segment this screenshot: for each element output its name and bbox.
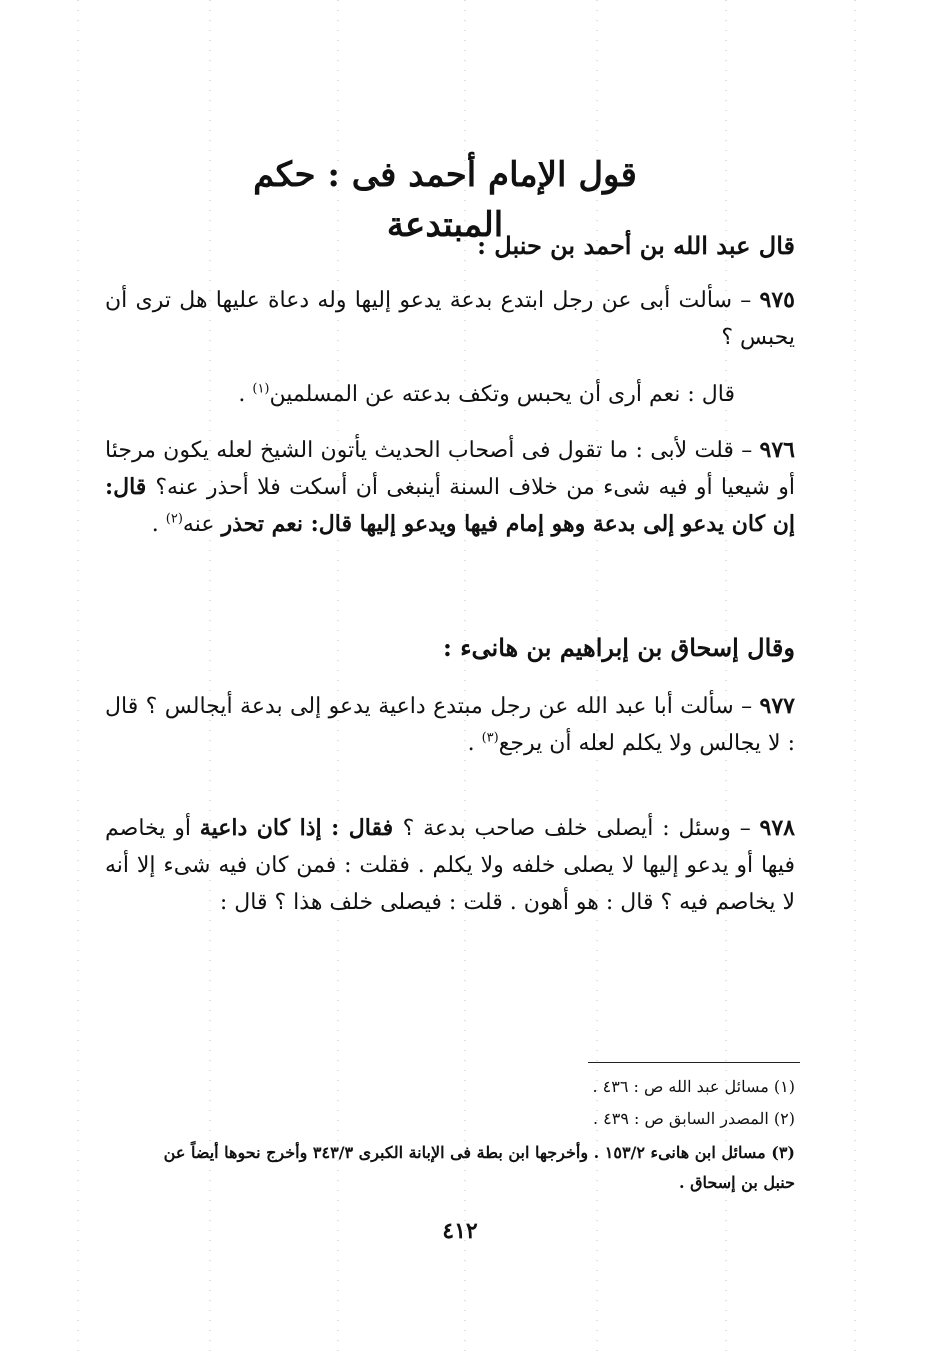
footnote-ref: (٢) [165,511,183,527]
item-number: ٩٧٧ [759,693,795,719]
section2-heading: وقال إسحاق بن إبراهيم بن هانىء : [443,633,795,662]
footnote-ref: (٣) [481,730,499,746]
item-number: ٩٧٥ [759,287,795,313]
footnote-ref: (١) [252,381,270,397]
paragraph-bold-text: فقال : إذا كان داعية [199,815,403,841]
paragraph-tail: عنه [182,512,222,537]
footnote-2: (٢) المصدر السابق ص : ٤٣٩ . [592,1109,795,1128]
paragraph-978: ٩٧٨ – وسئل : أيصلى خلف صاحب بدعة ؟ فقال : إذا كان داعية أو يخاصم فيها أو يدعو إليها لا يصلى خلفه ولا يكلم . فقلت : فمن كان فيه شىء إلا أنه لا يخاصم فيه ؟ قال : هو أهون . قلت : فيصلى خلف هذا ؟ قال : [105,815,795,915]
paragraph-975: ٩٧٥ – سألت أبى عن رجل ابتدع بدعة يدعو إليها وله دعاة عليها هل ترى أن يحبس ؟ [105,287,795,350]
page-number: ٤١٢ [442,1218,478,1244]
paragraph-text: قلت لأبى : ما تقول فى أصحاب الحديث يأتون الشيخ لعله يكون مرجئا أو شيعيا أو فيه شىء من خلاف السنة أينبغى أن أسكت فلا أحذر عنه؟ [105,438,795,500]
paragraph-text: سألت أبى عن رجل ابتدع بدعة يدعو إليها وله دعاة عليها هل ترى أن يحبس ؟ [105,288,795,350]
footnote-3: (٣) مسائل ابن هانىء ١٥٣/٢ . وأخرجها ابن بطة فى الإبانة الكبرى ٣٤٣/٣ وأخرج نحوها أيضاً عن حنبل بن إسحاق . [163,1143,795,1192]
footnote-1: (١) مسائل عبد الله ص : ٤٣٦ . [592,1077,795,1096]
paragraph-tail: أو يخاصم فيها أو يدعو إليها لا يصلى خلفه ولا يكلم . فقلت : فمن كان فيه شىء إلا أنه لا يخاصم فيه ؟ قال : هو أهون . قلت : فيصلى خلف هذا ؟ قال : [105,816,795,915]
item-number: ٩٧٦ [759,437,795,463]
paragraph-text: سألت أبا عبد الله عن رجل مبتدع داعية يدعو إلى بدعة أيجالس ؟ قال : لا يجالس ولا يكلم لعله أن يرجع [105,694,795,756]
paragraph-bold-text: قال: إن كان يدعو إلى بدعة وهو إمام فيها ويدعو إليها قال: نعم تحذر [105,474,795,537]
paragraph-text: وسئل : أيصلى خلف صاحب بدعة ؟ [402,816,731,841]
paragraph-975-answer: قال : نعم أرى أن يحبس وتكف بدعته عن المسلمين$^{(١)}$ . [238,381,735,407]
paragraph-977: ٩٧٧ – سألت أبا عبد الله عن رجل مبتدع داعية يدعو إلى بدعة أيجالس ؟ قال : لا يجالس ولا يكلم لعله أن يرجع$^{(٣)}$ . [105,693,795,756]
item-number: ٩٧٨ [759,815,795,841]
footnote-divider [588,1062,800,1063]
section1-heading: قال عبد الله بن أحمد بن حنبل : [477,231,795,260]
page-title: قول الإمام أحمد فى : حكم المبتدعة [253,155,637,245]
paragraph-text: قال : نعم أرى أن يحبس وتكف بدعته عن المسلمين [269,382,735,407]
paragraph-976: ٩٧٦ – قلت لأبى : ما تقول فى أصحاب الحديث يأتون الشيخ لعله يكون مرجئا أو شيعيا أو فيه شىء من خلاف السنة أينبغى أن أسكت فلا أحذر عنه؟ قال: إن كان يدعو إلى بدعة وهو إمام فيها ويدعو إليها قال: نعم تحذر عنه$^{(٢)}$ . [105,437,795,537]
